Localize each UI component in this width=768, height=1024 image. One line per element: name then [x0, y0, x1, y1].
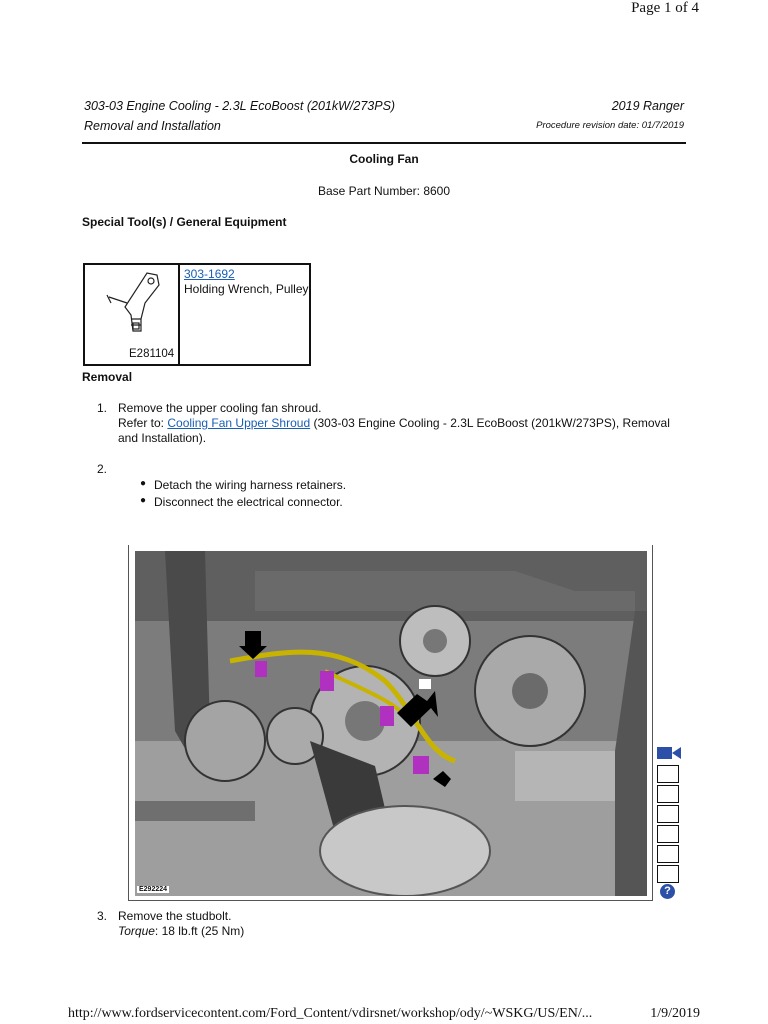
step-1-number: 1. [97, 401, 108, 415]
header-divider [82, 142, 686, 144]
sidebar-box[interactable] [657, 825, 679, 843]
tool-description [184, 267, 309, 297]
step-1-refer-suffix: (303-03 Engine Cooling - 2.3L EcoBoost (201kW/273PS), Removal and Installation). [118, 416, 670, 445]
page-number: Page 1 of 4 [631, 0, 699, 16]
procedure-section: Removal and Installation [84, 119, 221, 133]
footer-url: http://www.fordservicecontent.com/Ford_Content/vdirsnet/workshop/ody/~WSKG/US/EN/... [68, 1006, 593, 1021]
sidebar-box[interactable] [657, 865, 679, 883]
sidebar-box[interactable] [657, 845, 679, 863]
tool-number-link[interactable]: 303-1692 [184, 267, 235, 281]
tool-image-cell [85, 265, 180, 364]
video-camera-icon[interactable] [657, 746, 681, 760]
sidebar-box[interactable] [657, 765, 679, 783]
base-part-number: Base Part Number: 8600 [317, 184, 451, 198]
cooling-fan-upper-shroud-link[interactable]: Cooling Fan Upper Shroud [167, 416, 311, 430]
tool-name: Holding Wrench, Pulley [184, 282, 309, 296]
step-2-number: 2. [97, 462, 108, 476]
step-3-number: 3. [97, 909, 108, 923]
vehicle-model: 2019 Ranger [611, 99, 684, 113]
step-1-refer-prefix: Refer to: [118, 416, 168, 430]
footer-date: 1/9/2019 [650, 1006, 700, 1021]
revision-date: Procedure revision date: 01/7/2019 [536, 120, 684, 131]
procedure-title: 303-03 Engine Cooling - 2.3L EcoBoost (201kW/273PS) [84, 99, 396, 113]
step-2-bullet: ● Disconnect the electrical connector. [140, 495, 343, 509]
step-2-bullet: ● Detach the wiring harness retainers. [140, 478, 346, 492]
step-1-text [118, 401, 688, 446]
step-1-instruction: Remove the upper cooling fan shroud. [118, 401, 322, 415]
figure-code: E292224 [139, 886, 168, 893]
removal-heading: Removal [82, 370, 133, 384]
tool-table [83, 263, 311, 366]
sidebar-box[interactable] [657, 785, 679, 803]
sidebar-box[interactable] [657, 805, 679, 823]
step-3-instruction: Remove the studbolt. [118, 909, 232, 923]
tools-heading: Special Tool(s) / General Equipment [82, 215, 287, 229]
tool-image-code: E281104 [129, 348, 175, 360]
holding-wrench-icon [87, 267, 177, 347]
step-3-torque: Torque: 18 lb.ft (25 Nm) [118, 924, 245, 938]
page-title: Cooling Fan [349, 152, 419, 166]
engine-illustration[interactable] [135, 551, 647, 896]
help-icon[interactable]: ? [660, 884, 675, 899]
